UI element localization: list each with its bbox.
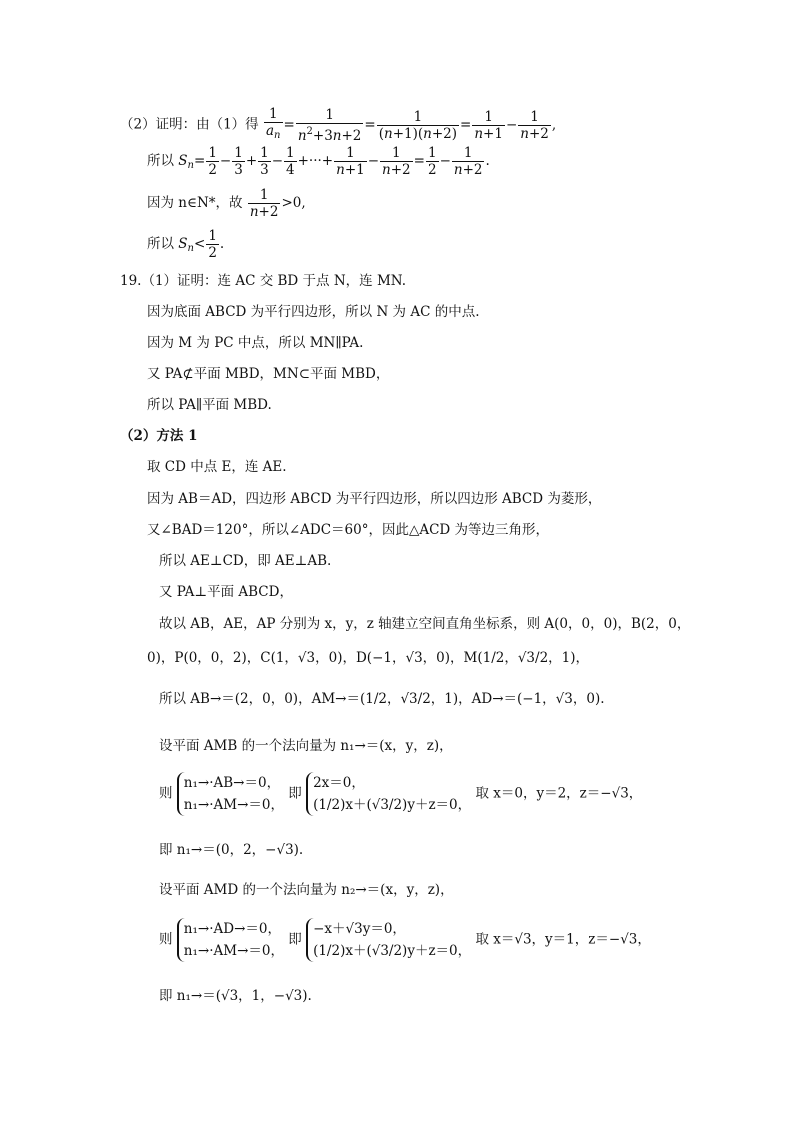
proof-line-2: [147, 145, 490, 178]
n2-ie-label: 即: [288, 931, 302, 948]
proof-line-4-formula: $S_n<$ $\frac{1}{2}$ .: [178, 228, 225, 261]
n2-condition-1: n₁→·AD→＝0，: [183, 921, 281, 937]
proof-line-1-formula: $\frac{1}{a_n}$ = $\frac{1}{n^2+3n+2}$ = $\frac{1}{(n+1)(n+2)}$ = $\frac{1}{n+1}$ − $\frac{1}{n+2}$ ,: [265, 106, 557, 144]
q19-line-4: 又 PA⊄平面 MBD，MN⊂平面 MBD，: [147, 366, 390, 382]
q19-line-3: 因为 M 为 PC 中点，所以 MN∥PA.: [147, 335, 364, 351]
n2-result: 即 n₁→＝(√3，1，−√3).: [159, 988, 312, 1004]
n2-equation-2: (1/2)x＋(√3/2)y＋z＝0，: [313, 943, 472, 959]
m1-line-4: 所以 AE⊥CD，即 AE⊥AB.: [159, 553, 332, 569]
m1-line-6: 故以 AB，AE，AP 分别为 x，y，z 轴建立空间直角坐标系，则 A(0，0，0)，B(2，0，: [159, 616, 691, 632]
n2-then-label: 则: [159, 931, 173, 948]
m1-line-8: 所以 AB→＝(2，0，0)，AM→＝(1/2，√3/2，1)，AD→＝(−1，√3，0).: [159, 691, 605, 707]
n1-condition-brace: [177, 772, 284, 816]
n2-equation-brace: [306, 918, 471, 962]
n2-equation-1: −x＋√3y＝0，: [313, 921, 406, 937]
m1-line-1: 取 CD 中点 E，连 AE.: [147, 459, 287, 475]
n1-condition-1: n₁→·AB→＝0，: [183, 775, 281, 791]
n1-result: 即 n₁→＝(0，2，−√3).: [159, 842, 304, 858]
m1-line-2: 因为 AB＝AD，四边形 ABCD 为平行四边形，所以四边形 ABCD 为菱形，: [147, 491, 602, 507]
n1-then-label: 则: [159, 785, 173, 802]
proof-line-3: [147, 187, 306, 220]
proof-line-2-formula: $S_n=$ $\frac{1}{2}$ − $\frac{1}{3}$ + $\frac{1}{3}$ − $\frac{1}{4}$ +···+ $\frac{1}{n+1}$ − $\frac{1}{n+2}$ = $\frac{1}{2}$ − $\frac{1}{n+2}$ .: [178, 145, 490, 178]
q19-line-5: 所以 PA∥平面 MBD.: [147, 397, 272, 413]
m1-line-3: 又∠BAD＝120°，所以∠ADC＝60°，因此△ACD 为等边三角形，: [147, 522, 550, 538]
n1-condition-2: n₁→·AM→＝0，: [183, 797, 284, 813]
n1-equation-brace: [306, 772, 471, 816]
n2-condition-2: n₁→·AM→＝0，: [183, 943, 284, 959]
n2-condition-brace: [177, 918, 284, 962]
proof-line-4-label: 所以: [147, 236, 174, 252]
q19-line-1: 19.（1）证明：连 AC 交 BD 于点 N，连 MN.: [120, 273, 407, 289]
n2-intro: 设平面 AMD 的一个法向量为 n₂→＝(x，y，z)，: [159, 882, 454, 898]
n1-intro: 设平面 AMB 的一个法向量为 n₁→＝(x，y，z)，: [159, 738, 453, 754]
proof-line-2-label: 所以: [147, 153, 174, 169]
n2-take-values: 取 x＝√3，y＝1，z＝−√3，: [475, 931, 651, 948]
n1-ie-label: 即: [288, 785, 302, 802]
n2-system: [159, 918, 651, 962]
proof-line-1: [120, 106, 556, 144]
method-1-heading: （2）方法 1: [120, 428, 198, 444]
proof-line-1-label: （2）证明：由（1）得: [120, 116, 259, 133]
m1-line-7: 0)，P(0，0，2)，C(1，√3，0)，D(−1，√3，0)，M(1/2，√3/2，1)，: [147, 650, 590, 666]
proof-line-3-label: 因为 n∈N*，故: [147, 195, 243, 211]
proof-line-3-formula: $\frac{1}{n+2}$ >0,: [249, 187, 306, 220]
m1-line-5: 又 PA⊥平面 ABCD，: [159, 584, 293, 600]
n1-equation-2: (1/2)x＋(√3/2)y＋z＝0，: [313, 797, 472, 813]
q19-line-2: 因为底面 ABCD 为平行四边形，所以 N 为 AC 的中点.: [147, 304, 480, 320]
proof-line-4: [147, 228, 224, 261]
n1-equation-1: 2x＝0，: [313, 775, 365, 791]
n1-take-values: 取 x＝0，y＝2，z＝−√3，: [475, 785, 643, 802]
n1-system: [159, 772, 642, 816]
